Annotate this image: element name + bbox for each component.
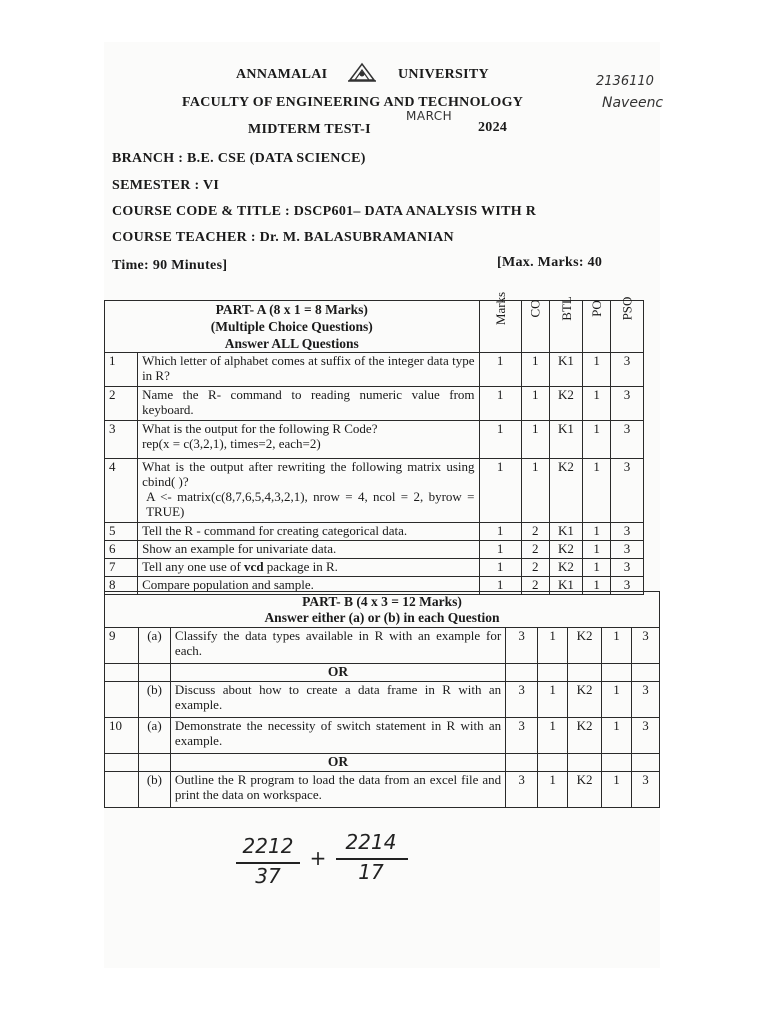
col-header-co: CO [521,301,549,353]
part-a-header-row [105,301,644,353]
col-header-btl: BTL [549,301,583,353]
handwritten-month: MARCH [406,109,453,123]
marks-cell: 1 [479,421,521,459]
col-header-marks: Marks [479,301,521,353]
table-row [105,559,644,577]
marks-cell: 1 [479,353,521,387]
marks-cell: 3 [506,682,538,718]
question-prompt: What is the output for the following R Code? [142,421,378,436]
part-b-instruction: Answer either (a) or (b) in each Question [264,609,500,625]
marks-cell: 3 [506,718,538,754]
course-line: COURSE CODE & TITLE : DSCP601– DATA ANALYSIS WITH R [112,204,537,219]
pso-cell: 3 [611,559,644,577]
handwritten-student-name: Naveenc [602,95,664,111]
btl-cell: K2 [568,682,602,718]
university-emblem-icon [346,60,378,84]
marks-cell: 1 [479,459,521,523]
co-cell: 2 [521,541,549,559]
package-name: vcd [244,559,264,574]
po-cell: 1 [583,541,611,559]
pso-cell: 3 [611,387,644,421]
marks-cell: 1 [479,559,521,577]
po-cell: 1 [583,523,611,541]
co-cell: 1 [521,459,549,523]
pso-cell: 3 [631,628,659,664]
question-text: Show an example for univariate data. [138,541,479,559]
question-number: 2 [105,387,138,421]
btl-cell: K2 [568,718,602,754]
po-cell: 1 [583,577,611,595]
question-number [105,772,139,808]
part-b-title: PART- B (4 x 3 = 12 Marks) [302,593,462,609]
co-cell: 2 [521,559,549,577]
handwritten-denominator-1: 37 [255,864,281,888]
question-number: 1 [105,353,138,387]
question-code: A <- matrix(c(8,7,6,5,4,3,2,1), nrow = 4, ncol = 2, byrow = TRUE) [146,489,475,519]
question-text: Tell the R - command for creating categorical data. [138,523,479,541]
or-row [105,664,660,682]
part-a-subtitle: (Multiple Choice Questions) [210,319,373,334]
marks-cell: 1 [479,577,521,595]
question-text: Which letter of alphabet comes at suffix of the integer data type in R? [138,353,479,387]
pso-cell: 3 [631,718,659,754]
time-line: Time: 90 Minutes] [112,258,228,273]
question-text [138,459,479,523]
question-number: 4 [105,459,138,523]
test-year: 2024 [478,120,508,135]
col-header-po: PO [583,301,611,353]
po-cell: 1 [602,772,632,808]
pso-cell: 3 [611,459,644,523]
pso-cell: 3 [611,523,644,541]
co-cell: 1 [538,772,568,808]
co-cell: 1 [538,718,568,754]
po-cell: 1 [583,387,611,421]
btl-cell: K1 [549,577,583,595]
question-text-end: package in R. [263,559,338,574]
test-title: MIDTERM TEST-I [248,122,371,137]
university-name-left: ANNAMALAI [236,67,328,82]
question-text: Compare population and sample. [138,577,479,595]
btl-cell: K2 [568,772,602,808]
option-label: (a) [138,718,170,754]
btl-cell: K1 [549,353,583,387]
table-row [105,718,660,754]
handwritten-plus-sign: + [309,846,327,870]
pso-cell: 3 [611,353,644,387]
po-cell: 1 [602,718,632,754]
handwritten-numerator-2: 2214 [345,830,397,854]
handwritten-numerator-1: 2212 [242,834,294,858]
handwritten-denominator-2: 17 [358,860,384,884]
po-cell: 1 [583,353,611,387]
part-b-table [104,591,660,808]
marks-cell: 1 [479,387,521,421]
question-number: 10 [105,718,139,754]
part-a-title: PART- A (8 x 1 = 8 Marks) [215,302,368,317]
part-b-header-row [105,592,660,628]
pso-cell: 3 [631,772,659,808]
marks-cell: 1 [479,523,521,541]
co-cell: 1 [521,421,549,459]
question-number: 3 [105,421,138,459]
po-cell: 1 [583,421,611,459]
btl-cell: K2 [549,559,583,577]
question-text: Outline the R program to load the data from an excel file and print the data on workspace. [170,772,505,808]
col-header-pso: PSO [611,301,644,353]
question-number: 8 [105,577,138,595]
pso-cell: 3 [611,541,644,559]
table-row [105,772,660,808]
question-number: 6 [105,541,138,559]
max-marks-line: [Max. Marks: 40 [497,255,603,270]
question-number: 7 [105,559,138,577]
marks-cell: 3 [506,628,538,664]
question-code: rep(x = c(3,2,1), times=2, each=2) [142,436,321,451]
or-label: OR [170,754,505,772]
part-a-table [104,291,644,595]
question-number: 9 [105,628,139,664]
table-row [105,523,644,541]
option-label: (b) [138,772,170,808]
co-cell: 1 [521,387,549,421]
handwritten-roll-number: 2136110 [596,74,654,89]
co-cell: 1 [538,682,568,718]
option-label: (a) [138,628,170,664]
co-cell: 1 [521,353,549,387]
question-number [105,682,139,718]
table-row [105,387,644,421]
btl-cell: K1 [549,523,583,541]
po-cell: 1 [583,559,611,577]
question-text [138,559,479,577]
po-cell: 1 [583,459,611,523]
question-text: Demonstrate the necessity of switch statement in R with an example. [170,718,505,754]
pso-cell: 3 [611,577,644,595]
btl-cell: K2 [549,459,583,523]
table-row [105,421,644,459]
semester-line: SEMESTER : VI [112,178,220,193]
table-row [105,628,660,664]
question-text: Discuss about how to create a data frame in R with an example. [170,682,505,718]
table-row [105,541,644,559]
po-cell: 1 [602,682,632,718]
question-number: 5 [105,523,138,541]
pso-cell: 3 [611,421,644,459]
co-cell: 2 [521,577,549,595]
marks-cell: 1 [479,541,521,559]
part-a-instruction: Answer ALL Questions [224,336,359,351]
marks-cell: 3 [506,772,538,808]
table-row [105,682,660,718]
table-row [105,459,644,523]
question-text: Name the R- command to reading numeric value from keyboard. [138,387,479,421]
co-cell: 2 [521,523,549,541]
question-prompt: What is the output after rewriting the following matrix using cbind( )? [142,459,475,489]
option-label: (b) [138,682,170,718]
teacher-line: COURSE TEACHER : Dr. M. BALASUBRAMANIAN [112,230,454,245]
btl-cell: K2 [568,628,602,664]
university-name-right: UNIVERSITY [398,67,489,82]
or-row [105,754,660,772]
faculty-title: FACULTY OF ENGINEERING AND TECHNOLOGY [182,95,524,110]
branch-line: BRANCH : B.E. CSE (DATA SCIENCE) [112,151,366,166]
table-row [105,353,644,387]
btl-cell: K2 [549,541,583,559]
pso-cell: 3 [631,682,659,718]
question-text [138,421,479,459]
po-cell: 1 [602,628,632,664]
btl-cell: K1 [549,421,583,459]
question-text-start: Tell any one use of [142,559,245,574]
btl-cell: K2 [549,387,583,421]
co-cell: 1 [538,628,568,664]
or-label: OR [170,664,505,682]
question-text: Classify the data types available in R with an example for each. [170,628,505,664]
